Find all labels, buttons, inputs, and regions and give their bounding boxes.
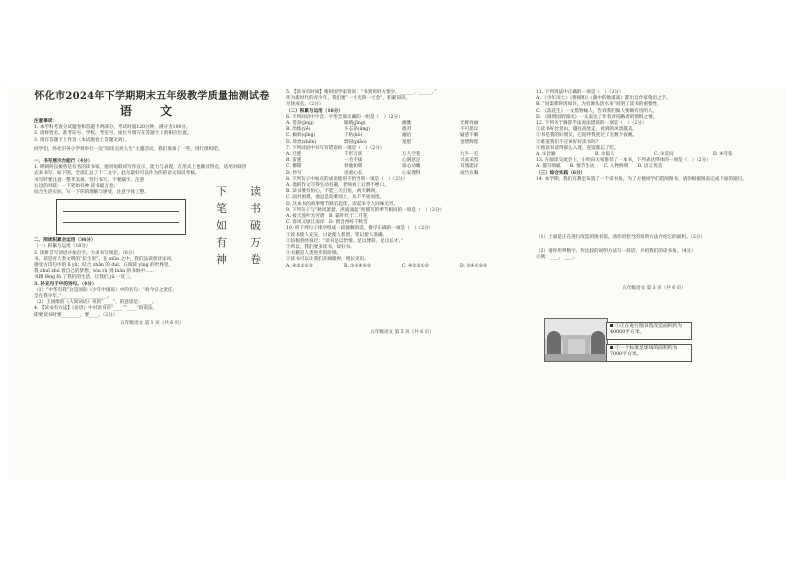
- q10-line: ⑤读书可以让我们开阔眼界，增长见识。: [286, 257, 369, 263]
- intro-text: 同学们，怀化市各小学将举行一次“阅读点亮人生”主题活动，我们准备了一些，进行组织吧。: [34, 146, 223, 152]
- question-7: 7. 下列词语中书写有错误的一项是（ ）（2分）: [286, 145, 385, 151]
- q12-option: A. ①比喻 B. ②拟人 C. ③反问 D. ④夸张: [536, 152, 733, 158]
- page-footer: 五年级语文 第 2 页（共 6 页）: [370, 329, 434, 335]
- q3-line: （1）“中华有我”这是国际《少年中国说》中的名句：“故今日之责任，: [34, 287, 178, 293]
- fact-box-1: ①正在进行图书馆改造面积约为40000平方米。: [606, 322, 692, 340]
- q2-line: 书，读是对人类文明的“长生果”。在 xiūn 之中，我们品读唐诗宋词，: [34, 256, 176, 262]
- question-14: 14. 本学期，我们在教室布置了一个读书角，为了方便同学们借阅图书，请你根据图表完成下面的题目。: [536, 176, 747, 182]
- calli-char: 书: [250, 202, 261, 215]
- question-13: 13. 在阅读交流会上，小明向大家推荐了一本书，下列表达得体的一项是（ ）（2分）: [536, 158, 711, 164]
- notice-line: 3. 请在答题卡上作答（本试题卷上答题无效）。: [34, 137, 130, 143]
- section-1-heading: 一、书写展示台能行（4分）: [34, 159, 93, 165]
- q10-line: ①读书使人充实，讨论使人机智，笔记使人准确。: [286, 232, 388, 238]
- handwriting-box[interactable]: [56, 199, 186, 235]
- q5-line: 尽快成长。（2分）: [286, 102, 324, 108]
- section-2b-heading: （二）积累与运用（16分）: [286, 108, 343, 114]
- q7-option: A. 迁徙 千形万状 万人空巷 九牛一毛: [286, 152, 479, 158]
- q9-option: A. 接天莲叶无穷碧 B. 霜叶红于二月花: [286, 214, 368, 220]
- q8-option: A. 他的作文写得生动有趣，老师看了后赞不绝口。: [286, 183, 389, 189]
- fact-box-2: ①一个标准足球场的面积约为7000平方米。: [606, 344, 692, 362]
- calli-char: 有: [216, 236, 227, 249]
- calli-char: 如: [216, 219, 227, 232]
- section-1-line: 书写时要注意：整齐美观、竖行书写，不要漏字、注意: [34, 177, 145, 183]
- q12-line: ①读书好比登山，越往高处走，看到的风景越美。: [536, 127, 638, 133]
- exam-title: 怀化市2024年下学期期末五年级教学质量抽测试卷: [34, 91, 270, 102]
- calli-char: 神: [216, 253, 227, 266]
- q6-option: A. 苍劲(jìng) 眼睛(jīng) 幽雅 光鲜亮丽: [286, 121, 479, 127]
- q14-part-2-example: 示例：____，____。: [536, 255, 578, 261]
- question-6: 6. 下列词语中字音、字形全部正确的一组是（ ）（2分）: [286, 114, 403, 120]
- column-3: [536, 90, 772, 292]
- calli-char: 下: [216, 185, 227, 198]
- subject-title: 语 文: [119, 104, 185, 118]
- question-11: 11. 下列说法中正确的一项是（ ）（2分）: [536, 90, 624, 95]
- q2-line: 书籍 fēng fù 了我们的生活，让我们 jǔ 一反三。: [34, 275, 135, 281]
- question-2: 2. 读拼音写词语并加点字。力求书写规范。（6分）: [34, 250, 137, 256]
- q10-line: ③所以，我们要多读书，读好书。: [286, 245, 355, 251]
- question-10: 10. 将下列句子排序组成一段通顺的话，排序正确的一项是（ ）（2分）: [286, 226, 434, 232]
- q7-option: D. 抄写 语重心长 心安理得 成竹在胸: [286, 170, 479, 176]
- stadium-gate-photo: [544, 318, 608, 362]
- section-1-line: 结合生活实际，写一下你的理解与感受，注意字体工整。: [34, 190, 149, 196]
- bullet-icon: [610, 324, 613, 327]
- q7-option: B. 雷霆 一毛不拔 心满意足 兴高采烈: [286, 158, 479, 164]
- q11-option: B. “问渠那得清如许，为有源头活水来”说明了读书的重要性。: [536, 102, 662, 108]
- q13-option: A. 描写细腻 B. 情节生动 C. 人物鲜明 D. 语言优美: [536, 164, 663, 170]
- notice-heading: 注意事项：: [34, 119, 57, 124]
- page-footer: 五年级语文 第 3 页（共 6 页）: [622, 285, 686, 291]
- q8-option: B. 读书要有恒心，不能三天打鱼，两天晒网。: [286, 189, 380, 195]
- q10-option: A. ④⑤②①③ B. ②①④⑤③ C. ④②⑤①③ D. ②④①⑤③: [286, 263, 488, 269]
- question-8: 8. 下列句子中加点的成语使用不恰当的一项是（ ）（2分）: [286, 176, 408, 182]
- calligraphy-couplet: [212, 183, 268, 265]
- q10-line: ②培根曾经说过：“读书足以怡情，足以博彩，足以长才。”: [286, 238, 404, 244]
- section-2a-heading: （一）积累与运用（18分）: [34, 244, 91, 250]
- question-4: 4. 【读书有方法】《论语》中对读书有“____”“____”的说法，: [34, 306, 158, 312]
- q6-option: B. 冶炼(yě) 斗志昂(áng) 敌对 不可思议: [286, 127, 479, 133]
- section-1-line: 右边的对联：一下笔如有神 读书破万卷，: [34, 183, 119, 189]
- calli-char: 万: [250, 236, 261, 249]
- q11-option: C. 《落花生》一文借物喻人，告诉我们做人要做有用的人。: [536, 108, 658, 114]
- q8-option: D. 这本书的故事情节跌宕起伏，读起来令人回味无穷。: [286, 201, 399, 207]
- q2-line: 我 zhuī zhú 着自己的梦想，tóu rù 到 biàn 的书海中……: [34, 269, 155, 275]
- q3-line: （2）王国维的《人间词话》说的“____”，的意思是：____。: [34, 300, 157, 306]
- q6-option: D. 珍贵(zhēn) 剽窃(piāo) 宽慰 金碧辉煌: [286, 139, 479, 145]
- q7-option: C. 挪移 骨瘦如柴 惊心动魄 耳熟能详: [286, 164, 479, 170]
- q5-line: 作为新时代的青少年，我们要“一寸光阴一寸金”，积累知识，: [286, 96, 411, 102]
- question-3: 3. 补充句子中的诗句。（4分）: [34, 281, 97, 287]
- page-footer: 五年级语文 第 1 页（共 6 页）: [120, 320, 184, 326]
- q14-part-1: （1）上面是正在进行改造的图书馆，请你用恰当的说明方法介绍它的面积。（2分）: [536, 235, 705, 241]
- calli-char: 读: [250, 185, 261, 198]
- q14-part-2: （2）请你用列数字、作比较的说明方法写一段话，介绍我们的读书角。（4分）: [536, 249, 696, 255]
- q11-option: A. 《少年闰土》《将相和》《冀中的地道战》都出自作家鲁迅之手。: [536, 96, 671, 102]
- notice-line: 1. 本学科考查分试题卷和答题卡两部分。考试时量120分钟，满分为100分。: [34, 125, 191, 131]
- calli-char: 卷: [250, 253, 261, 266]
- bullet-icon: [610, 346, 613, 349]
- section-1-line: 1. 明朝何良俊曾是有名的读书家，他用短联词写作宣示，能力与表现，在形式上也颇具特点，适用对联形: [34, 165, 247, 171]
- notice-line: 2. 请将姓名、准考证号、学校、考室号、座位号填写在答题卡上的相应位置。: [34, 131, 192, 137]
- q11-option: D. 《圆明园的毁灭》一文表达了作者对侵略者的愤恨之情。: [536, 114, 658, 120]
- q9-option: C. 春风又绿江南岸 D. 窗含西岭千秋雪: [286, 220, 368, 226]
- q2-line: 感受古诗句中的 lǐ yǔ；结合 zhǎn 的 duì；在阅读 yìng 的世界里，: [34, 263, 173, 269]
- calli-char: 笔: [216, 202, 227, 215]
- section-3-heading: （三）综合实践（6分）: [536, 170, 586, 176]
- q3-line: 全在我少年。”_________，_________。: [34, 294, 113, 300]
- q12-line: ③难道我们不应该好好读书吗？: [536, 139, 601, 145]
- calli-char: 破: [250, 219, 261, 232]
- column-2: [286, 90, 518, 336]
- question-12: 12. 下列关于修辞手法说法错误的一项是（ ）（2分）: [536, 121, 647, 127]
- q8-option: C. 面对困难，他总是迎难而上，从不半途而废。: [286, 195, 385, 201]
- question-9: 9. 下列句子与“秋风萧瑟，洪波涌起”所描写的季节相同的一项是（ ）（2分）: [286, 207, 445, 213]
- question-5: 5. 【读书有时间】梅时国学家曾说：“书到用时方恨少，______，______。”: [286, 90, 437, 95]
- q6-option: C. 倾斜(qīng) 干枯(kū) 融洽 疑惑不解: [286, 133, 479, 139]
- section-1-line: 式来书写，如下图，全部汇总了十二文字。此句最好可以作为你的语文知识考核。: [34, 171, 200, 177]
- q10-line: ④书籍是人类进步的阶梯。: [286, 251, 342, 257]
- q12-line: ④他读书读得那么入迷，连饭都忘了吃。: [536, 145, 619, 151]
- section-2-heading: 二、阅读积累会运用（36分）: [34, 238, 96, 244]
- q12-line: ②书是我的好朋友，它陪伴我度过了无数个夜晚。: [536, 133, 638, 139]
- q4-line: 即要读书时要________，要____。（2分）: [34, 312, 118, 318]
